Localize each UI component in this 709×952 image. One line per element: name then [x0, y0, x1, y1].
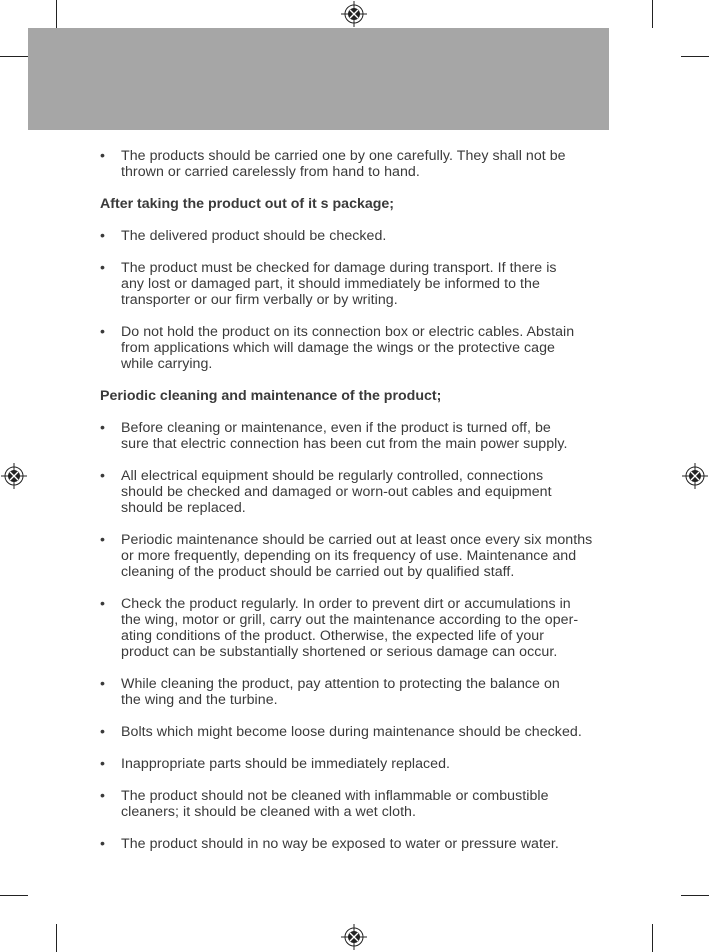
bullet-icon: •	[100, 596, 106, 612]
list-item	[100, 788, 612, 820]
list-item	[100, 148, 612, 180]
registration-mark-right-icon	[682, 463, 708, 489]
list-item	[100, 756, 612, 772]
crop-mark-top-right-h	[681, 56, 709, 57]
bullet-icon: •	[100, 836, 106, 852]
list-item-text: The products should be carried one by one carefully. They shall not be thrown or carried carelessly from hand to hand.	[121, 148, 566, 180]
crop-mark-bottom-right-h	[681, 895, 709, 896]
list-item-text: The product should not be cleaned with inflammable or combustible cleaners; it should be cleaned with a wet cloth.	[121, 788, 549, 820]
bullet-icon: •	[100, 228, 106, 244]
bullet-icon: •	[100, 420, 106, 436]
crop-mark-top-left-h	[0, 56, 28, 57]
list-item-text: The product should in no way be exposed to water or pressure water.	[121, 836, 559, 852]
section-heading-after-package: After taking the product out of it s package;	[100, 196, 395, 212]
bullet-icon: •	[100, 788, 106, 804]
bullet-icon: •	[100, 324, 106, 340]
crop-mark-top-right-v	[652, 0, 653, 28]
list-item-text: Do not hold the product on its connection box or electric cables. Abstain from applications which will damage the wings or the protective cage while carrying.	[121, 324, 575, 372]
crop-mark-top-left-v	[56, 0, 57, 28]
registration-mark-bottom-icon	[341, 924, 367, 950]
crop-mark-bottom-left-v	[56, 924, 57, 952]
list-item-text: The product must be checked for damage during transport. If there is any lost or damaged part, it should immediately be informed to the transporter or our firm verbally or by writing.	[121, 260, 557, 308]
registration-mark-top-icon	[341, 1, 367, 27]
intro-list	[100, 148, 612, 180]
list-item-text: While cleaning the product, pay attention to protecting the balance on the wing and the turbine.	[121, 676, 560, 708]
header-band	[28, 28, 609, 130]
list-item	[100, 468, 612, 516]
document-body	[100, 148, 612, 868]
after-package-list	[100, 228, 612, 372]
bullet-icon: •	[100, 148, 106, 164]
bullet-icon: •	[100, 532, 106, 548]
list-item-text: Inappropriate parts should be immediately replaced.	[121, 756, 451, 772]
bullet-icon: •	[100, 260, 106, 276]
list-item-text: The delivered product should be checked.	[121, 228, 387, 244]
list-item	[100, 724, 612, 740]
list-item	[100, 324, 612, 372]
list-item	[100, 420, 612, 452]
bullet-icon: •	[100, 468, 106, 484]
bullet-icon: •	[100, 756, 106, 772]
list-item-text: Periodic maintenance should be carried out at least once every six months or more frequently, depending on its frequency of use. Maintenance and cleaning of the product should be carried out by qualified staff.	[121, 532, 593, 580]
list-item	[100, 676, 612, 708]
bullet-icon: •	[100, 724, 106, 740]
section-heading-periodic-maintenance: Periodic cleaning and maintenance of the product;	[100, 388, 442, 404]
list-item	[100, 532, 612, 580]
list-item-text: Before cleaning or maintenance, even if the product is turned off, be sure that electric connection has been cut from the main power supply.	[121, 420, 568, 452]
list-item	[100, 260, 612, 308]
periodic-maintenance-list	[100, 420, 612, 852]
crop-mark-bottom-left-h	[0, 895, 28, 896]
list-item-text: All electrical equipment should be regularly controlled, connections should be checked and damaged or worn-out cables and equipment should be replaced.	[121, 468, 552, 516]
crop-mark-bottom-right-v	[652, 924, 653, 952]
list-item-text: Check the product regularly. In order to prevent dirt or accumulations in the wing, motor or grill, carry out the maintenance according to the oper- ating conditions of the product. Otherwise, the expected life of your product can be substantially shortened or serious damage can occur.	[121, 596, 579, 660]
list-item	[100, 596, 612, 660]
list-item	[100, 228, 612, 244]
list-item	[100, 836, 612, 852]
list-item-text: Bolts which might become loose during maintenance should be checked.	[121, 724, 582, 740]
bullet-icon: •	[100, 676, 106, 692]
registration-mark-left-icon	[1, 463, 27, 489]
